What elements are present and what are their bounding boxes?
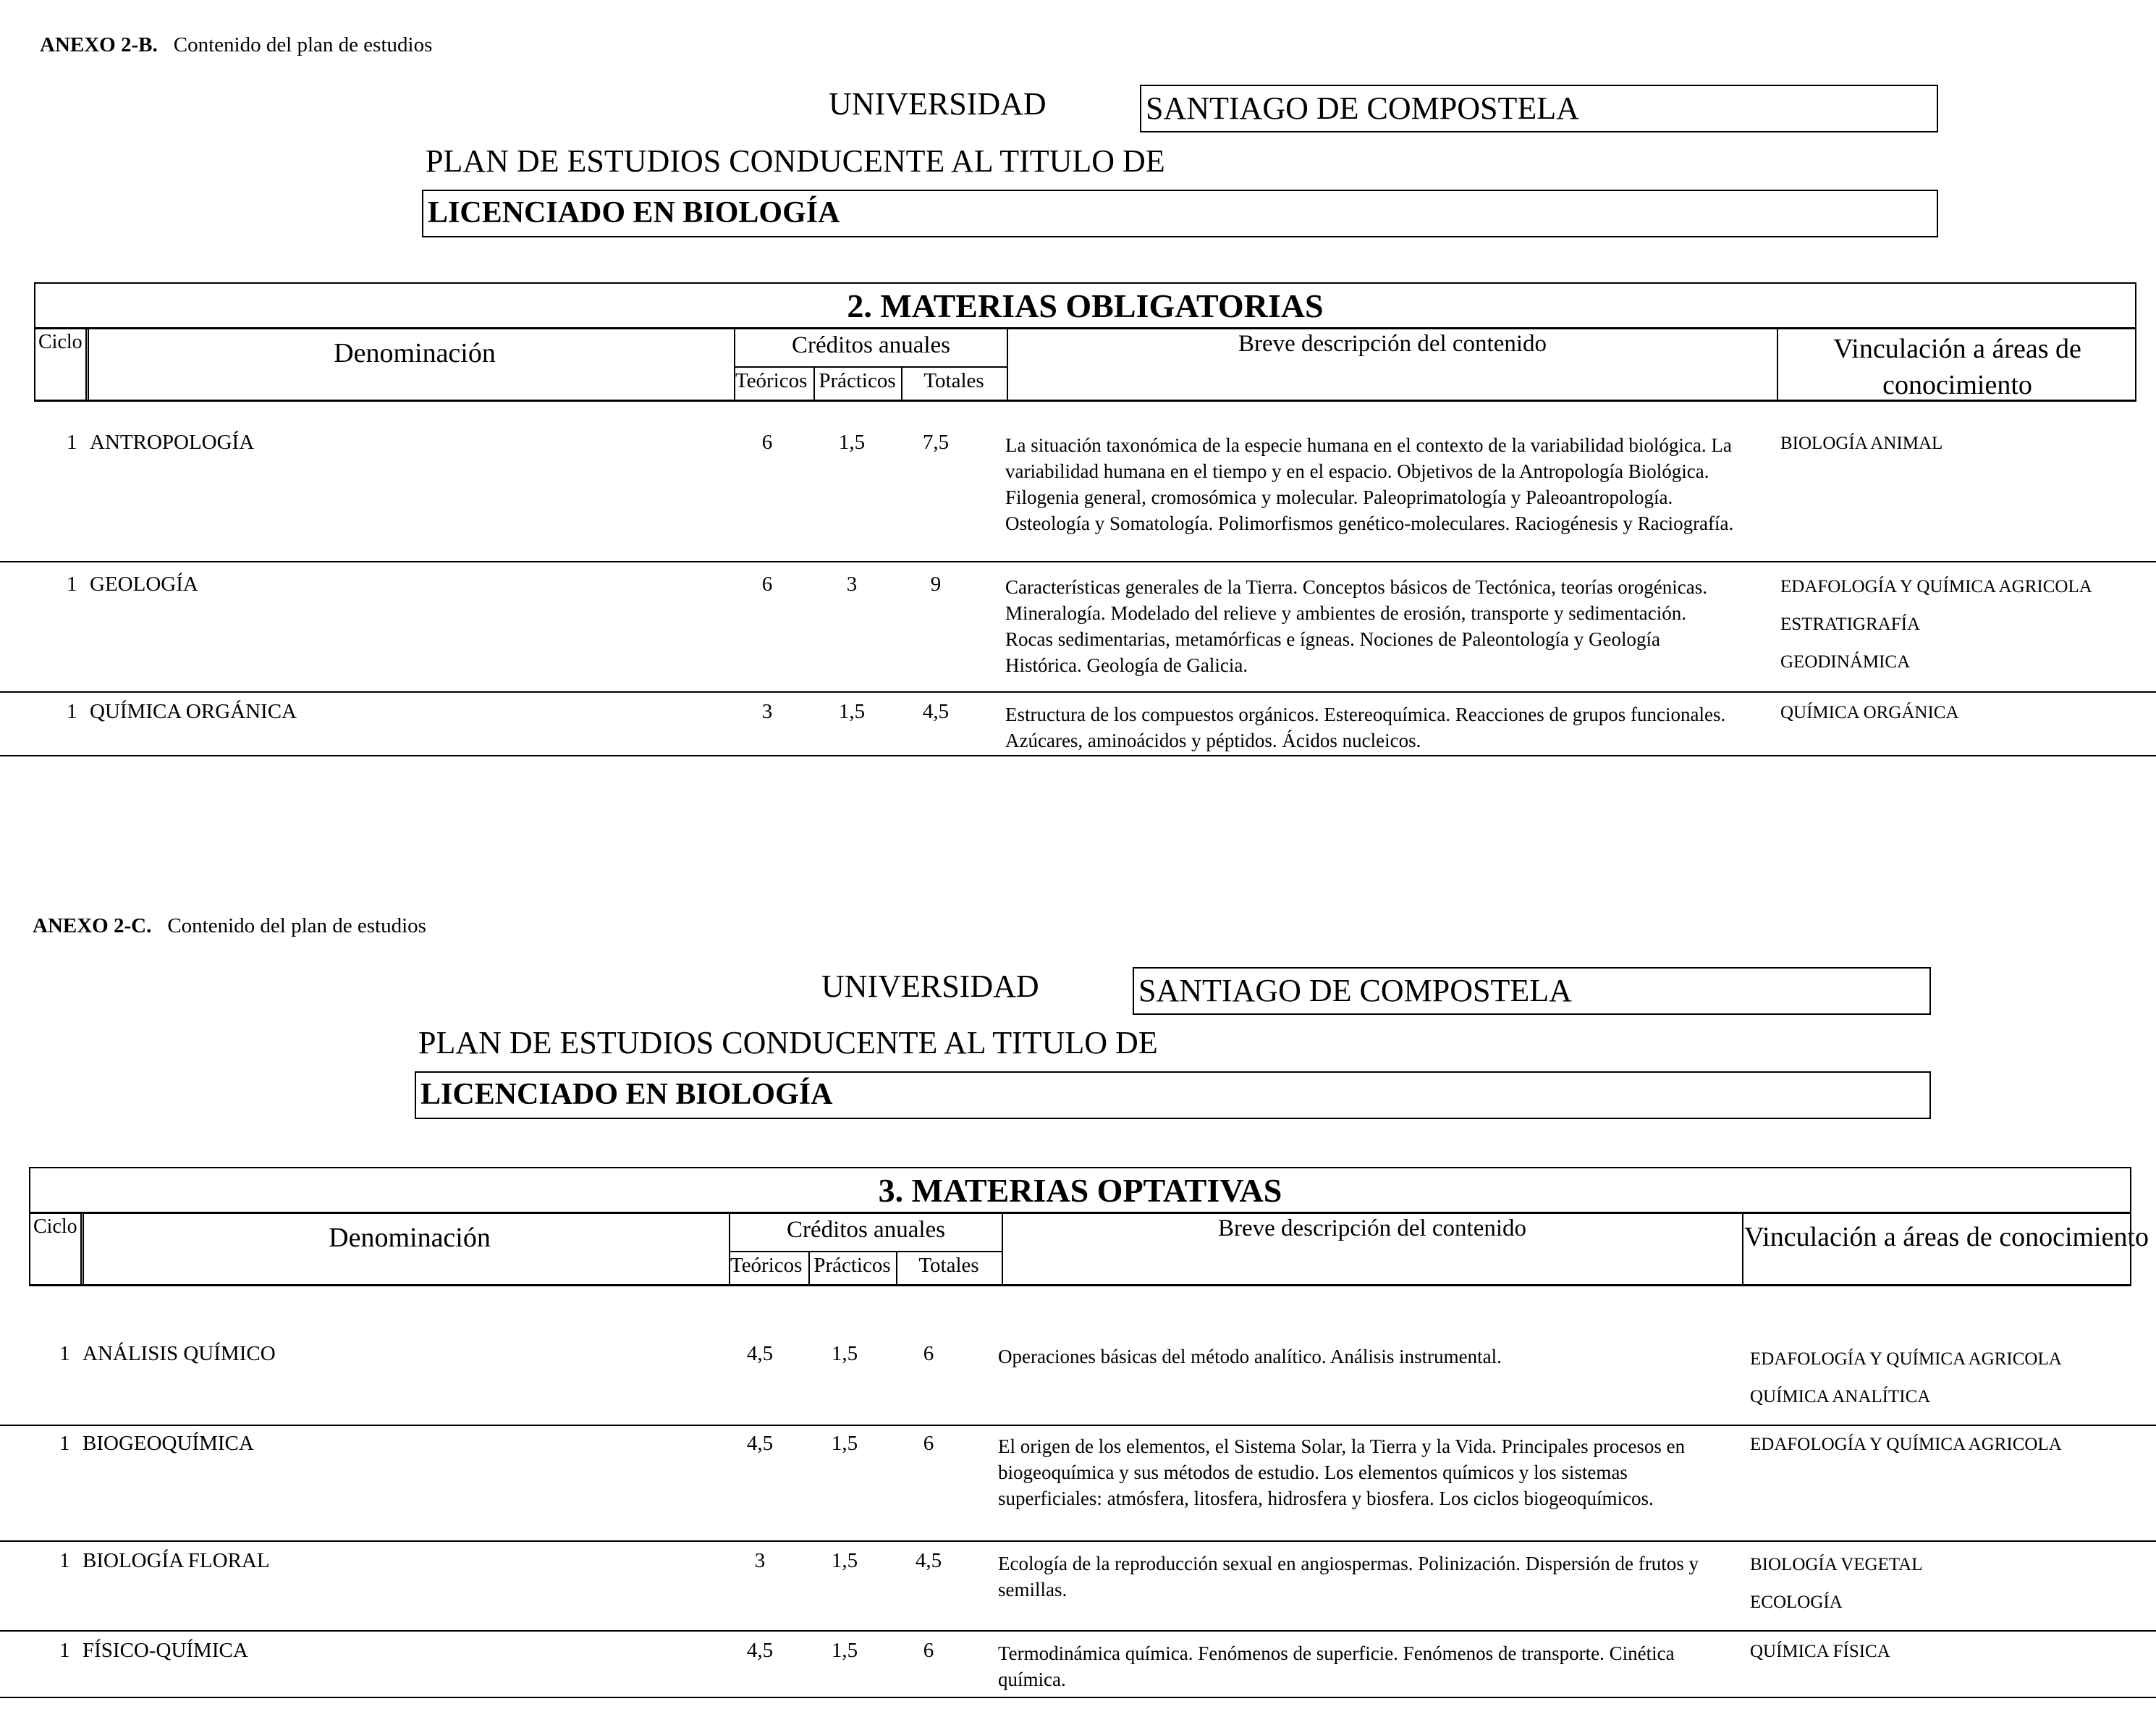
- row-teoricos: 4,5: [746, 1639, 774, 1662]
- row-teoricos: 3: [761, 700, 773, 723]
- table-title: 2. MATERIAS OBLIGATORIAS: [35, 284, 2135, 329]
- row-descripcion: Ecología de la reproducción sexual en angiospermas. Polinización. Dispersión de frutos y semillas.: [998, 1553, 1699, 1600]
- header-breve-descripcion: Breve descripción del contenido: [1238, 331, 1547, 357]
- anexo-heading: [33, 914, 426, 938]
- universidad-value: SANTIAGO DE COMPOSTELA: [1133, 967, 1931, 1015]
- header-vinculacion: [1744, 1219, 2149, 1255]
- row-totales: 6: [923, 1639, 934, 1662]
- row-ciclo: 1: [59, 1342, 70, 1365]
- anexo-text: Contenido del plan de estudios: [173, 33, 433, 56]
- row-totales: 7,5: [922, 431, 950, 454]
- universidad-value: SANTIAGO DE COMPOSTELA: [1140, 85, 1938, 132]
- row-practicos: 1,5: [831, 1432, 858, 1455]
- creditos-divider: [735, 366, 1007, 368]
- table-row: [0, 1425, 2156, 1542]
- table-row: [0, 1335, 2156, 1426]
- row-denominacion: ANÁLISIS QUÍMICO: [83, 1342, 276, 1365]
- row-ciclo: 1: [67, 573, 77, 596]
- table-row: [0, 1630, 2156, 1698]
- row-denominacion: BIOGEOQUÍMICA: [83, 1432, 254, 1455]
- row-areas: [1780, 694, 1959, 732]
- row-teoricos: 6: [761, 431, 773, 454]
- header-breve-descripcion: Breve descripción del contenido: [1217, 1215, 1527, 1241]
- row-denominacion: BIOLOGÍA FLORAL: [83, 1549, 270, 1572]
- row-ciclo: 1: [67, 431, 77, 454]
- row-totales: 4,5: [922, 700, 950, 723]
- header-denominacion: Denominación: [329, 1223, 491, 1253]
- row-areas: [1750, 1341, 2062, 1416]
- anexo-label: ANEXO 2-C.: [33, 914, 152, 937]
- plan-text: PLAN DE ESTUDIOS CONDUCENTE AL TITULO DE: [426, 143, 1165, 179]
- row-totales: 9: [930, 573, 942, 596]
- header-ciclo: Ciclo: [38, 331, 83, 353]
- anexo-heading: [40, 33, 432, 57]
- header-vinculacion-line1: Vinculación a áreas de: [1833, 334, 2081, 364]
- area-item: BIOLOGÍA VEGETAL: [1750, 1555, 1923, 1574]
- row-practicos: 1,5: [831, 1549, 858, 1572]
- header-creditos: Créditos anuales: [791, 332, 951, 358]
- area-item: EDAFOLOGÍA Y QUÍMICA AGRICOLA: [1780, 577, 2092, 596]
- table-row: [0, 691, 2156, 756]
- row-areas: [1780, 425, 1942, 463]
- area-item: EDAFOLOGÍA Y QUÍMICA AGRICOLA: [1750, 1435, 2062, 1454]
- row-totales: 4,5: [915, 1549, 942, 1572]
- row-descripcion: Operaciones básicas del método analítico. Análisis instrumental.: [998, 1346, 1502, 1367]
- universidad-label: UNIVERSIDAD: [821, 969, 1039, 1004]
- table-title: 3. MATERIAS OPTATIVAS: [30, 1168, 2130, 1214]
- universidad-label: UNIVERSIDAD: [829, 86, 1047, 122]
- row-denominacion: GEOLOGÍA: [90, 573, 198, 596]
- anexo-label: ANEXO 2-B.: [40, 33, 158, 56]
- header-creditos: Créditos anuales: [786, 1217, 946, 1243]
- column-divider: [896, 1251, 897, 1284]
- header-teoricos: Teóricos: [735, 369, 808, 392]
- row-teoricos: 3: [754, 1549, 766, 1572]
- row-denominacion: ANTROPOLOGÍA: [90, 431, 255, 454]
- titulo-value: LICENCIADO EN BIOLOGÍA: [422, 190, 1938, 237]
- column-divider: [808, 1251, 810, 1284]
- row-descripcion: Termodinámica química. Fenómenos de superficie. Fenómenos de transporte. Cinética química.: [998, 1642, 1675, 1690]
- row-practicos: 1,5: [838, 700, 866, 723]
- table-row: [0, 423, 2156, 562]
- table-header: [29, 1167, 2149, 1286]
- header-practicos: Prácticos: [819, 369, 896, 392]
- row-areas: [1750, 1426, 2062, 1464]
- header-teoricos: Teóricos: [730, 1254, 803, 1277]
- table-row: [0, 561, 2156, 693]
- titulo-value: LICENCIADO EN BIOLOGÍA: [415, 1071, 1931, 1119]
- header-practicos: Prácticos: [813, 1254, 891, 1277]
- header-totales: Totales: [923, 369, 984, 392]
- area-item: QUÍMICA ANALÍTICA: [1750, 1387, 1931, 1406]
- row-denominacion: FÍSICO-QUÍMICA: [83, 1639, 248, 1662]
- table-header: [34, 282, 2136, 402]
- row-descripcion: Características generales de la Tierra. Conceptos básicos de Tectónica, teorías orogénicas. Mineralogía. Modelado del relieve y ambientes de erosión, transporte y sedimentación. Rocas sedimentarias, metamórficas e ígneas. Nociones de Paleontología y Geología Histórica. Geología de Galicia.: [1005, 576, 1708, 676]
- header-denominacion: Denominación: [334, 338, 496, 368]
- row-teoricos: 4,5: [746, 1432, 774, 1455]
- row-teoricos: 6: [761, 573, 773, 596]
- row-areas: [1750, 1546, 1922, 1621]
- row-ciclo: 1: [59, 1549, 70, 1572]
- row-totales: 6: [923, 1342, 934, 1365]
- header-totales: Totales: [918, 1254, 979, 1277]
- area-item: EDAFOLOGÍA Y QUÍMICA AGRICOLA: [1750, 1349, 2062, 1369]
- row-practicos: 1,5: [831, 1639, 858, 1662]
- row-descripcion: Estructura de los compuestos orgánicos. Estereoquímica. Reacciones de grupos funcionales. Azúcares, aminoácidos y péptidos. Ácidos nucleicos.: [1005, 704, 1726, 751]
- header-vinculacion: [1778, 331, 2136, 403]
- area-item: ECOLOGÍA: [1750, 1592, 1843, 1612]
- row-ciclo: 1: [59, 1639, 70, 1662]
- creditos-divider: [730, 1251, 1002, 1252]
- column-divider: [1742, 1212, 1743, 1284]
- area-item: QUÍMICA ORGÁNICA: [1780, 703, 1959, 722]
- row-totales: 6: [923, 1432, 934, 1455]
- anexo-text: Contenido del plan de estudios: [167, 914, 426, 937]
- table-row: [0, 1540, 2156, 1632]
- row-practicos: 1,5: [831, 1342, 858, 1365]
- area-item: BIOLOGÍA ANIMAL: [1780, 434, 1943, 453]
- row-areas: [1780, 568, 2092, 681]
- row-ciclo: 1: [59, 1432, 70, 1455]
- column-divider: [813, 366, 815, 400]
- row-descripcion: El origen de los elementos, el Sistema Solar, la Tierra y la Vida. Principales procesos en biogeoquímica y sus métodos de estudio. Los elementos químicos y los sistemas superficiales: atmósfera, litosfera, hidrosfera y biosfera. Los ciclos biogeoquímicos.: [998, 1435, 1686, 1509]
- row-practicos: 1,5: [838, 431, 866, 454]
- area-item: ESTRATIGRAFÍA: [1780, 615, 1921, 634]
- area-item: QUÍMICA FÍSICA: [1750, 1642, 1890, 1661]
- row-ciclo: 1: [67, 700, 77, 723]
- row-teoricos: 4,5: [746, 1342, 774, 1365]
- row-areas: [1750, 1633, 1890, 1671]
- row-descripcion: La situación taxonómica de la especie humana en el contexto de la variabilidad biológica. La variabilidad humana en el tiempo y en el espacio. Objetivos de la Antropología Biológica. Filogenia general, cromosómica y molecular. Paleoprimatología y Paleoantropología. Osteología y Somatología. Polimorfismos genético-moleculares. Raciogénesis y Raciografía.: [1005, 434, 1734, 534]
- area-item: GEODINÁMICA: [1780, 652, 1911, 672]
- row-denominacion: QUÍMICA ORGÁNICA: [90, 700, 297, 723]
- plan-text: PLAN DE ESTUDIOS CONDUCENTE AL TITULO DE: [418, 1025, 1158, 1060]
- header-ciclo: Ciclo: [33, 1215, 77, 1238]
- header-vinculacion-line1: Vinculación a áreas de conocimiento: [1744, 1222, 2149, 1252]
- header-vinculacion-line2: conocimiento: [1882, 370, 2032, 400]
- column-divider: [901, 366, 902, 400]
- row-practicos: 3: [846, 573, 858, 596]
